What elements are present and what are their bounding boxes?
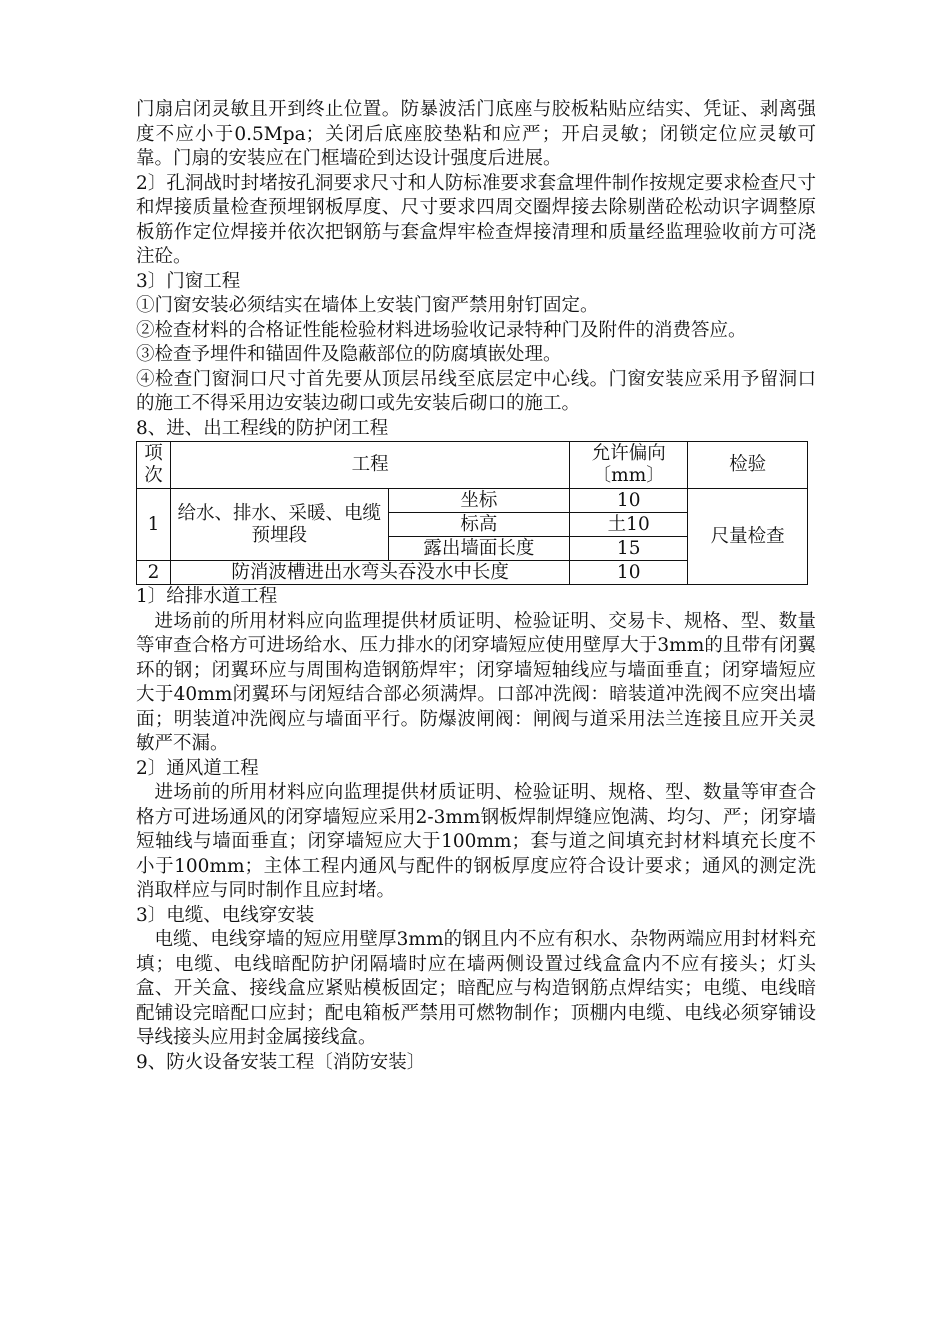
section-heading: 9、防火设备安装工程〔消防安装〕 bbox=[136, 1051, 426, 1073]
item-cell: 露出墙面长度 bbox=[388, 537, 570, 561]
row-number-cell: 1 bbox=[137, 489, 171, 561]
paragraph: 进场前的所用材料应向监理提供材质证明、检验证明、交易卡、规格、型、数量等审查合格方可进场给水、压力排水的闭穿墙短应使用壁厚大于3mm的且带有闭翼环的钢；闭翼环应与周围构造钢筋焊牢；闭穿墙短轴线应与墙面垂直；闭穿墙短应大于40mm闭翼环与闭短结合部必须满焊。口部冲洗阀：暗装道冲洗阀不应突出墙面；明装道冲洗阀应与墙面平行。防爆波闸阀：闸阀与道采用法兰连接且应开关灵敏严不漏。 bbox=[136, 610, 816, 754]
group-cell: 给水、排水、采暖、电缆预埋段 bbox=[170, 489, 388, 561]
tolerance-table bbox=[136, 441, 808, 585]
document-page bbox=[136, 98, 816, 1075]
row-number-cell: 2 bbox=[137, 561, 171, 585]
header-cell: 项次 bbox=[137, 442, 171, 489]
section-heading: 3〕电缆、电线穿安装 bbox=[136, 904, 315, 926]
value-cell: 10 bbox=[570, 489, 688, 513]
section-heading: 8、进、出工程线的防护闭工程 bbox=[136, 417, 389, 439]
section-heading: 2〕通风道工程 bbox=[136, 757, 259, 779]
header-cell: 允许偏向〔mm〕 bbox=[570, 442, 688, 489]
section-heading: 3〕门窗工程 bbox=[136, 270, 241, 292]
check-method-cell: 尺量检查 bbox=[688, 489, 808, 585]
list-item: ④检查门窗洞口尺寸首先要从顶层吊线至底层定中心线。门窗安装应采用予留洞口的施工不得采用边安装边砌口或先安装后砌口的施工。 bbox=[136, 368, 816, 414]
item-cell: 坐标 bbox=[388, 489, 570, 513]
paragraph: 2〕孔洞战时封堵按孔洞要求尺寸和人防标准要求套盒埋件制作按规定要求检查尺寸和焊接质量检查预埋钢板厚度、尺寸要求四周交圈焊接去除剔凿砼松动识字调整原板筋作定位焊接并依次把钢筋与套盒焊牢检查焊接清理和质量经监理验收前方可浇注砼。 bbox=[136, 172, 816, 267]
value-cell: 10 bbox=[570, 561, 688, 585]
item-cell: 防消波槽进出水弯头吞没水中长度 bbox=[170, 561, 569, 585]
list-item: ③检查予埋件和锚固件及隐蔽部位的防腐填嵌处理。 bbox=[136, 344, 562, 365]
paragraph: 门扇启闭灵敏且开到终止位置。防暴波活门底座与胶板粘贴应结实、凭证、剥离强度不应小于0.5Mpa；关闭后底座胶垫粘和应严；开启灵敏；闭锁定位应灵敏可靠。门扇的安装应在门框墙砼到达设计强度后进展。 bbox=[136, 99, 816, 169]
section-heading: 1〕给排水道工程 bbox=[136, 586, 278, 607]
paragraph: 进场前的所用材料应向监理提供材质证明、检验证明、规格、型、数量等审查合格方可进场通风的闭穿墙短应采用2-3mm钢板焊制焊缝应饱满、均匀、严；闭穿墙短轴线与墙面垂直；闭穿墙短应大于100mm；套与道之间填充封材料填充长度不小于100mm；主体工程内通风与配件的钢板厚度应符合设计要求；通风的测定洗消取样应与同时制作且应封堵。 bbox=[136, 782, 816, 901]
table-header-row bbox=[137, 442, 808, 489]
item-cell: 标高 bbox=[388, 513, 570, 537]
value-cell: 15 bbox=[570, 537, 688, 561]
header-cell: 工程 bbox=[170, 442, 569, 489]
list-item: ②检查材料的合格证性能检验材料进场验收记录特种门及附件的消费答应。 bbox=[136, 319, 747, 341]
value-cell: 土10 bbox=[570, 513, 688, 537]
header-cell: 检验 bbox=[688, 442, 808, 489]
table-row bbox=[137, 489, 808, 513]
paragraph: 电缆、电线穿墙的短应用壁厚3mm的钢且内不应有积水、杂物两端应用封材料充填；电缆、电线暗配防护闭隔墙时应在墙两侧设置过线盒盒内不应有接头；灯头盒、开关盒、接线盒应紧贴模板固定；暗配应与构造钢筋点焊结实；电缆、电线暗配铺设完暗配口应封；配电箱板严禁用可燃物制作；顶棚内电缆、电线必须穿铺设导线接头应用封金属接线盒。 bbox=[136, 929, 816, 1048]
list-item: ①门窗安装必须结实在墙体上安装门窗严禁用射钉固定。 bbox=[136, 295, 599, 316]
